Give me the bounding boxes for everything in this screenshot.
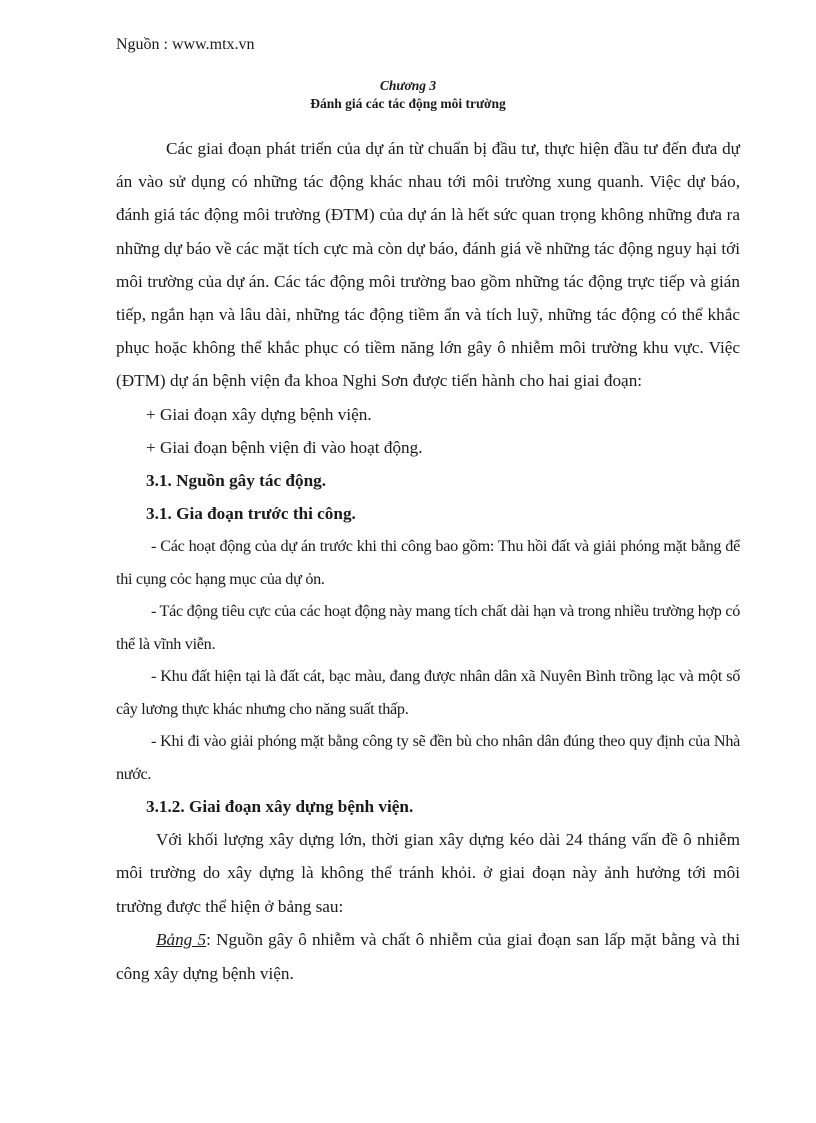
pre-construction-item: - Khu đất hiện tại là đất cát, bạc màu, đang được nhân dân xã Nuyên Bình trồng lạc và một số cây lương thực khác nhưng cho năng suất thấp. (116, 667, 740, 718)
phase-item: + Giai đoạn bệnh viện đi vào hoạt động. (146, 437, 423, 457)
phase-item: + Giai đoạn xây dựng bệnh viện. (146, 404, 372, 424)
pre-construction-item: - Tác động tiêu cực của các hoạt động này mang tích chất dài hạn và trong nhiều trường hợp có thể là vĩnh viễn. (116, 602, 741, 653)
page-source: Nguồn : www.mtx.vn (116, 36, 255, 53)
intro-paragraph: Các giai đoạn phát triển của dự án từ chuẩn bị đầu tư, thực hiện đầu tư đến đưa dự án vào sử dụng có những tác động khác nhau tới môi trường xung quanh. Việc dự báo, đánh giá tác động môi trường (ĐTM) của dự án là hết sức quan trọng không những đưa ra những dự báo về các mặt tích cực mà còn dự báo, đánh giá về những tác động nguy hại tới môi trường của dự án. Các tác động môi trường bao gồm những tác động trực tiếp và gián tiếp, ngắn hạn và lâu dài, những tác động tiềm ẩn và tích luỹ, những tác động có thể khắc phục hoặc không thể khắc phục có tiềm năng lớn gây ô nhiễm môi trường khu vực. Việc (ĐTM) dự án bệnh viện đa khoa Nghi Sơn được tiến hành cho hai giai đoạn: (116, 139, 740, 391)
section-heading: 3.1.2. Giai đoạn xây dựng bệnh viện. (146, 797, 414, 817)
pre-construction-item: - Khi đi vào giải phóng mặt bằng công ty sẽ đền bù cho nhân dân đúng theo quy định của Nhà nước. (116, 732, 740, 783)
section-heading: 3.1. Gia đoạn trước thi công. (146, 504, 356, 524)
section-heading: 3.1. Nguồn gây tác động. (146, 471, 327, 491)
chapter-title: Đánh giá các tác động môi trường (310, 96, 506, 111)
table-caption (116, 923, 740, 990)
table-label: Bảng 5 (156, 930, 207, 950)
chapter-number: Chương 3 (379, 78, 437, 93)
table-caption-text: : Nguồn gây ô nhiễm và chất ô nhiễm của giai đoạn san lấp mặt bằng và thi công xây dựng bệnh viện. (116, 930, 741, 983)
pre-construction-item: - Các hoạt động của dự án trước khi thi công bao gồm: Thu hồi đất và giải phóng mặt bằng để thi cụng cỏc hạng mục của dự ỏn. (116, 537, 740, 588)
document-body (116, 132, 740, 990)
construction-paragraph: Với khối lượng xây dựng lớn, thời gian xây dựng kéo dài 24 tháng vấn đề ô nhiễm môi trường do xây dựng là không thể tránh khỏi. ở giai đoạn này ảnh hưởng tới môi trường được thể hiện ở bảng sau: (116, 830, 740, 916)
